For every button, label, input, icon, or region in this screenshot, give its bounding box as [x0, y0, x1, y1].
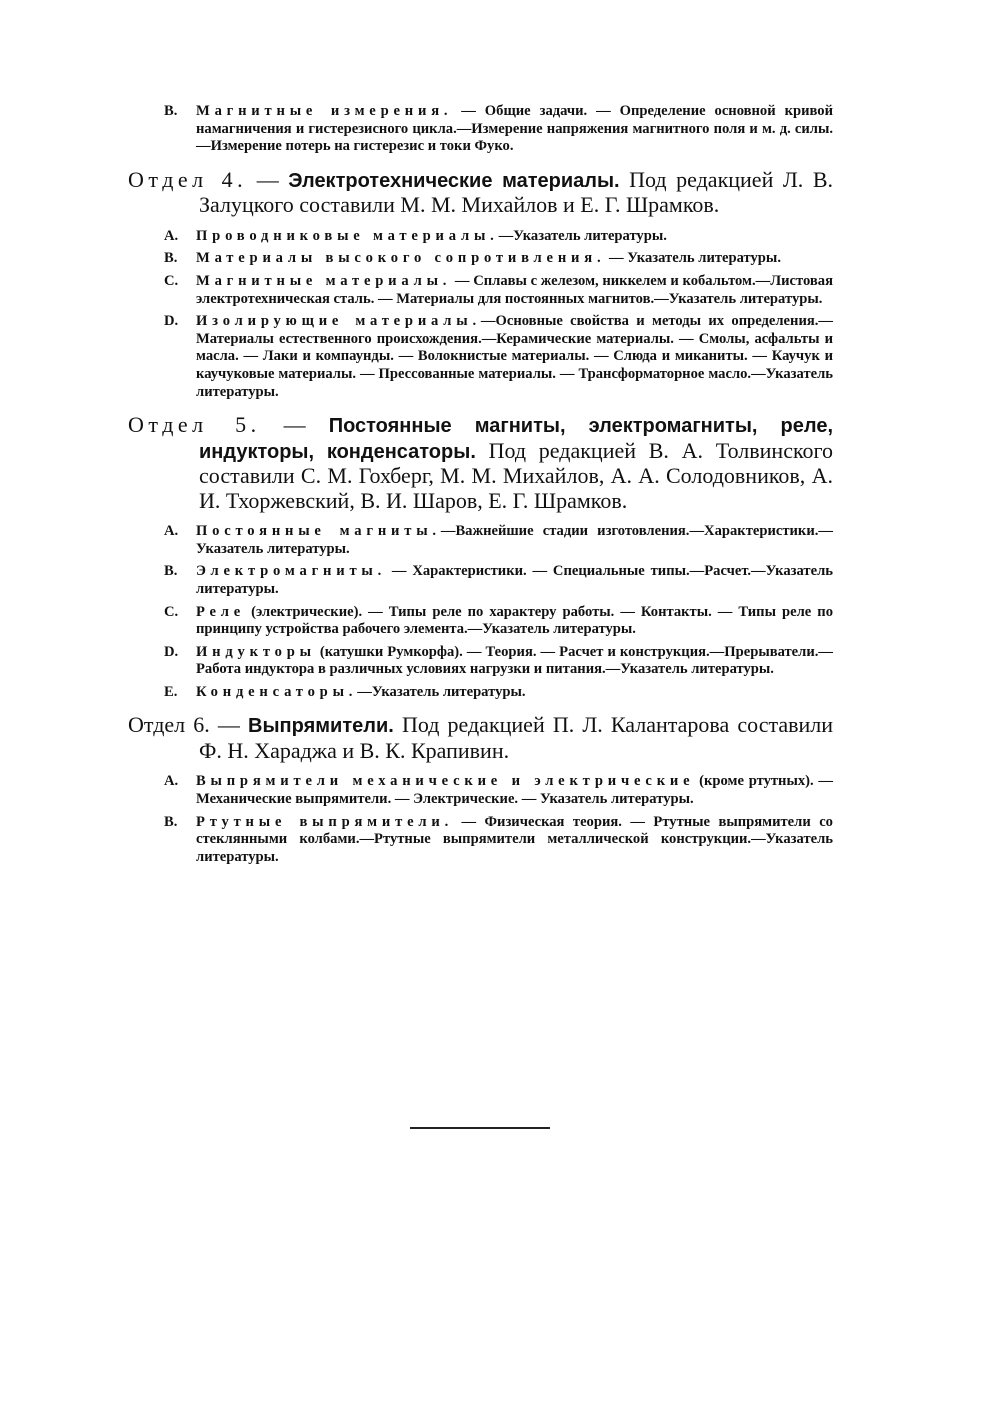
item-title: Проводниковые материалы.	[196, 227, 499, 244]
section-5-item-c	[128, 604, 833, 639]
item-title: Материалы высокого сопротивления.	[196, 250, 606, 267]
item-letter: C.	[164, 272, 179, 289]
item-body	[196, 228, 833, 246]
item-title: Магнитные измерения.	[196, 103, 453, 119]
item-text: — Указатель литературы.	[605, 250, 781, 267]
item-title: Электромагниты.	[196, 563, 387, 580]
item-letter: B.	[164, 103, 178, 119]
section-label: Отдел 5.	[128, 412, 261, 438]
section-title: Электротехнические материалы.	[288, 169, 620, 192]
item-text: —Важнейшие стадии изготовления.—Характеристики.—Указатель литературы.	[196, 523, 833, 557]
item-text: —Указатель литературы.	[357, 683, 526, 700]
section-label: Отдел 6.	[128, 712, 210, 738]
item-body	[196, 563, 833, 598]
item-text: — Физическая теория. — Ртутные выпрямители со стеклянными колбами.—Ртутные выпрямители металлической конструкции.—Указатель литературы.	[196, 813, 833, 865]
item-title: Магнитные материалы.	[196, 272, 452, 289]
item-title: Постоянные магниты.	[196, 523, 441, 540]
item-letter: A.	[164, 227, 179, 244]
item-letter: A.	[164, 523, 179, 540]
section-dash: —	[247, 166, 289, 192]
item-body	[196, 773, 833, 808]
section-4-heading	[128, 168, 833, 218]
section-5-heading	[128, 413, 833, 513]
item-letter: A.	[164, 773, 179, 790]
section-title: Выпрямители.	[248, 715, 394, 738]
item-title: Изолирующие материалы.	[196, 313, 481, 330]
item-body	[196, 250, 833, 268]
section-title: Постоянные магниты, электромагниты, реле, индукторы, конденсаторы.	[199, 415, 834, 463]
section-dash: —	[209, 712, 249, 738]
item-title: Индукторы	[196, 643, 316, 660]
item-body	[196, 814, 833, 867]
section-5-item-e	[128, 684, 833, 702]
section-5-item-a	[128, 523, 833, 558]
item-body	[196, 313, 833, 401]
section-5-item-d	[128, 644, 833, 679]
item-letter: D.	[164, 643, 179, 660]
section-6-heading	[128, 713, 833, 763]
item-body	[196, 644, 833, 679]
item-letter: B.	[164, 813, 178, 830]
item-text: — Общие задачи. — Определение основной кривой намагничения и гистерезисного цикла.—Измерение напряжения магнитного поля и м. д. силы.—Измерение потерь на гистерезис и токи Фуко.	[196, 103, 833, 155]
section-editors: Под редакцией Л. В. Залуцкого составили М. М. Михайлов и Е. Г. Шрамков.	[199, 166, 834, 218]
section-label: Отдел 4.	[128, 166, 248, 192]
section-6-item-a	[128, 773, 833, 808]
item-body	[196, 103, 833, 156]
item-letter: B.	[164, 563, 178, 580]
item-body	[196, 684, 833, 702]
item-body	[196, 604, 833, 639]
section-6-item-b	[128, 814, 833, 867]
section-4-item-b	[128, 250, 833, 268]
section-4-item-c	[128, 273, 833, 308]
item-text: —Основные свойства и методы их определения.—Материалы естественного происхождения.—Керамические материалы. — Смолы, асфальты и масла. — Лаки и компаунды. — Волокнистые материалы. — Слюда и миканиты. — Каучук и каучуковые материалы. — Прессованные материалы. — Трансформаторное масло.—Указатель литературы.	[196, 313, 833, 400]
section-5-item-b	[128, 563, 833, 598]
item-body	[196, 273, 833, 308]
item-text: (кроме ртутных). — Механические выпрямители. — Электрические. — Указатель литературы.	[196, 773, 833, 808]
item-text: —Указатель литературы.	[498, 227, 667, 244]
item-title: Выпрямители механические и электрические	[196, 773, 695, 790]
item-title: Ртутные выпрямители.	[196, 813, 454, 830]
end-rule	[410, 1127, 550, 1129]
item-text: (электрические). — Типы реле по характеру работы. — Контакты. — Типы реле по принципу устройства рабочего элемента.—Указатель литературы.	[196, 603, 833, 638]
section-4-item-d	[128, 313, 833, 401]
section-dash: —	[260, 412, 329, 438]
document-page	[128, 103, 833, 866]
item-letter: E.	[164, 683, 178, 700]
item-title: Конденсаторы.	[196, 683, 358, 700]
section-editors: Под редакцией П. Л. Калантарова составили Ф. Н. Хараджа и В. К. Крапивин.	[199, 712, 834, 763]
item-body	[196, 523, 833, 558]
item-letter: C.	[164, 603, 179, 620]
item-text: (катушки Румкорфа). — Теория. — Расчет и конструкция.—Прерыватели.—Работа индуктора в различных условиях нагрузки и питания.—Указатель литературы.	[196, 643, 833, 678]
item-letter: D.	[164, 313, 179, 330]
item-text: — Сплавы с железом, никкелем и кобальтом.—Листовая электротехническая сталь. — Материалы для постоянных магнитов.—Указатель литературы.	[196, 272, 833, 307]
top-item	[128, 103, 833, 156]
section-editors: Под редакцией В. А. Толвинского составили С. М. Гохберг, М. М. Михайлов, А. А. Солодовников, А. И. Тхоржевский, В. И. Шаров, Е. Г. Шрамков.	[199, 437, 834, 513]
item-letter: B.	[164, 250, 178, 267]
item-text: — Характеристики. — Специальные типы.—Расчет.—Указатель литературы.	[196, 563, 833, 597]
section-4-item-a	[128, 228, 833, 246]
item-title: Реле	[196, 603, 246, 620]
